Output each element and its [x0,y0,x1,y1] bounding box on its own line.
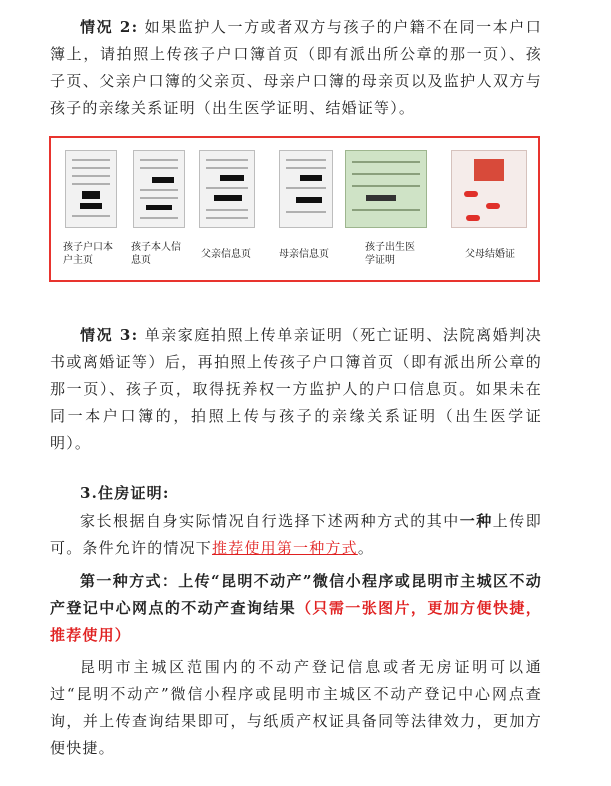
housing-intro [50,508,542,562]
housing-body: 昆明市主城区范围内的不动产登记信息或者无房证明可以通过“昆明不动产”微信小程序或昆明市主城区不动产登记中心网点查询，并上传查询结果即可，与纸质产权证具备同等法律效力，更加方便快捷。 [50,658,542,757]
housing-heading: 3.住房证明: [80,484,170,502]
caption-marriage-certificate: 父母结婚证 [465,249,515,260]
mother-info-page-thumbnail [279,150,333,228]
case3-paragraph [50,322,542,457]
housing-intro-emphasis: 一种 [459,512,493,530]
caption-household-register: 孩子户口本户主页 [63,242,113,266]
recommend-method-link: 推荐使用第一种方式 [212,539,358,557]
case2-text: 如果监护人一方或者双方与孩子的户籍不在同一本户口簿上，请拍照上传孩子户口簿首页（即有派出所公章的那一页）、孩子页、父亲户口簿的父亲页、母亲户口簿的母亲页以及监护人双方与孩子的亲缘关系证明（出生医学证明、结婚证等）。 [50,18,542,117]
method1-recommend-note: （只需一张图片，更加方便快捷，推荐使用） [50,599,542,644]
case3-label: 情况 3: [80,326,139,344]
household-register-cover-thumbnail [65,150,117,228]
housing-intro-text-c: 上传即可。条件允许的情况下 [50,512,543,557]
document-sample-images [49,136,540,282]
child-info-page-thumbnail [133,150,185,228]
housing-intro-text-a: 家长根据自身实际情况自行选择下述两种方式的其中 [80,512,460,530]
marriage-certificate-thumbnail [451,150,527,228]
caption-birth-certificate: 孩子出生医学证明 [365,242,415,266]
caption-father-info: 父亲信息页 [201,249,251,260]
case2-label: 情况 2: [80,18,139,36]
housing-intro-text-d: 。 [357,539,375,557]
case2-paragraph [50,14,542,122]
birth-certificate-thumbnail [345,150,427,228]
father-info-page-thumbnail [199,150,255,228]
method1-text: 第一种方式：上传“昆明不动产”微信小程序或昆明市主城区不动产登记中心网点的不动产查询结果 [50,572,542,617]
caption-mother-info: 母亲信息页 [279,249,329,260]
caption-child-info: 孩子本人信息页 [131,242,181,266]
case3-text: 单亲家庭拍照上传单亲证明（死亡证明、法院离婚判决书或离婚证等）后，再拍照上传孩子户口簿首页（即有派出所公章的那一页）、孩子页，取得抚养权一方监护人的户口信息页。如果未在同一本户口簿的，拍照上传与孩子的亲缘关系证明（出生医学证明）。 [50,326,542,452]
method1-paragraph [50,568,542,649]
